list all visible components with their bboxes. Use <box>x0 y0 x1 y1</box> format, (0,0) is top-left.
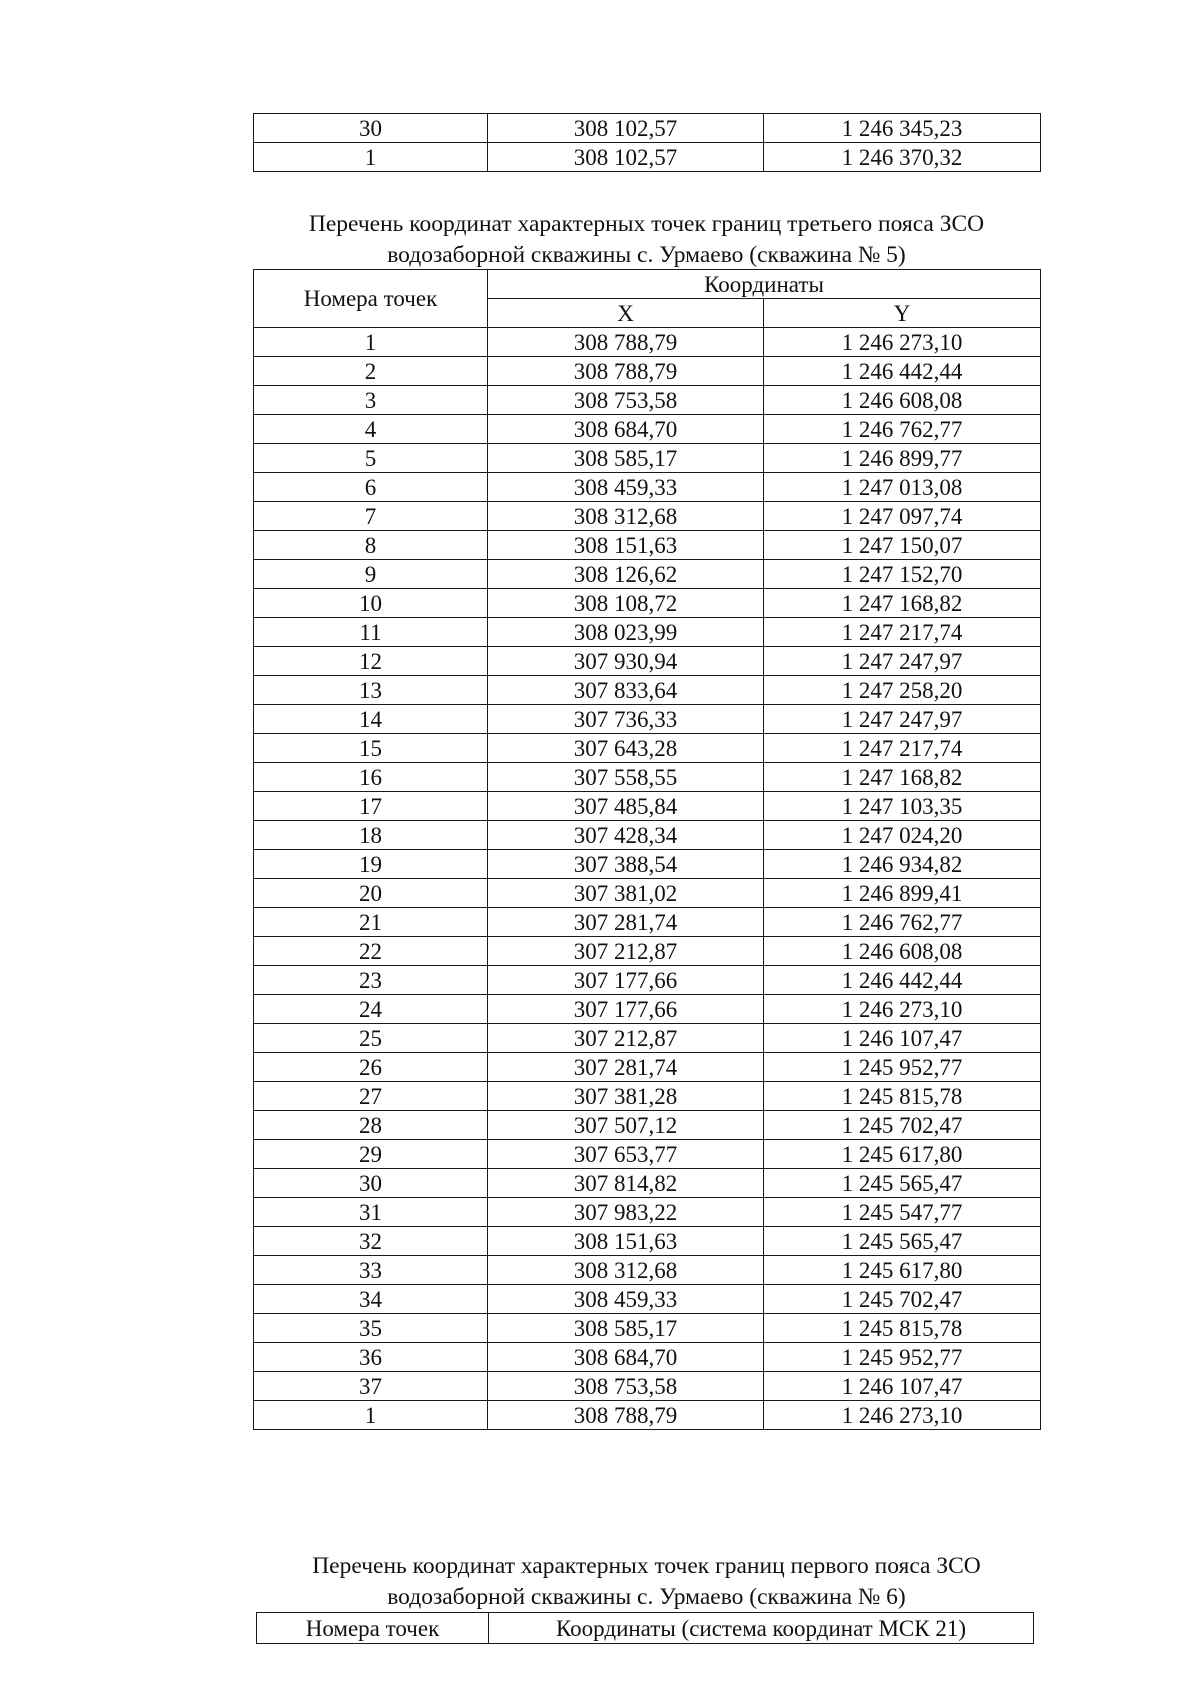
y-coordinate-cell: 1 246 345,23 <box>764 114 1041 143</box>
y-coordinate-cell: 1 247 247,97 <box>764 705 1041 734</box>
x-coordinate-cell: 308 585,17 <box>488 444 764 473</box>
x-coordinate-cell: 307 485,84 <box>488 792 764 821</box>
table-row <box>254 1227 1041 1256</box>
x-coordinate-cell: 307 177,66 <box>488 995 764 1024</box>
table-row <box>254 1169 1041 1198</box>
x-coordinate-cell: 307 653,77 <box>488 1140 764 1169</box>
table-row <box>254 1401 1041 1430</box>
table-row <box>254 1198 1041 1227</box>
first-belt-coordinates-table <box>256 1612 1034 1644</box>
table-row <box>254 444 1041 473</box>
point-number-cell: 19 <box>254 850 488 879</box>
y-coordinate-cell: 1 245 815,78 <box>764 1082 1041 1111</box>
x-coordinate-cell: 307 643,28 <box>488 734 764 763</box>
y-coordinate-cell: 1 245 565,47 <box>764 1227 1041 1256</box>
point-number-cell: 33 <box>254 1256 488 1285</box>
x-coordinate-cell: 308 788,79 <box>488 357 764 386</box>
first-belt-table-caption <box>253 1551 1040 1613</box>
y-coordinate-cell: 1 245 617,80 <box>764 1140 1041 1169</box>
table-row <box>254 879 1041 908</box>
y-coordinate-cell: 1 246 934,82 <box>764 850 1041 879</box>
third-belt-caption-line-1: Перечень координат характерных точек границ третьего пояса ЗСО <box>308 211 985 237</box>
header-y: Y <box>764 299 1041 328</box>
x-coordinate-cell: 308 108,72 <box>488 589 764 618</box>
header-point-numbers: Номера точек <box>257 1613 489 1644</box>
point-number-cell: 28 <box>254 1111 488 1140</box>
x-coordinate-cell: 307 212,87 <box>488 937 764 966</box>
y-coordinate-cell: 1 245 547,77 <box>764 1198 1041 1227</box>
table-row <box>254 1314 1041 1343</box>
point-number-cell: 2 <box>254 357 488 386</box>
header-coordinates-system: Координаты (система координат МСК 21) <box>489 1613 1034 1644</box>
x-coordinate-cell: 307 281,74 <box>488 1053 764 1082</box>
y-coordinate-cell: 1 246 608,08 <box>764 937 1041 966</box>
table-row <box>254 1024 1041 1053</box>
point-number-cell: 14 <box>254 705 488 734</box>
y-coordinate-cell: 1 247 152,70 <box>764 560 1041 589</box>
x-coordinate-cell: 308 753,58 <box>488 1372 764 1401</box>
point-number-cell: 31 <box>254 1198 488 1227</box>
x-coordinate-cell: 308 312,68 <box>488 1256 764 1285</box>
x-coordinate-cell: 307 558,55 <box>488 763 764 792</box>
point-number-cell: 4 <box>254 415 488 444</box>
point-number-cell: 26 <box>254 1053 488 1082</box>
third-belt-table-caption <box>253 209 1040 271</box>
point-number-cell: 29 <box>254 1140 488 1169</box>
x-coordinate-cell: 307 507,12 <box>488 1111 764 1140</box>
point-number-cell: 1 <box>254 328 488 357</box>
y-coordinate-cell: 1 245 617,80 <box>764 1256 1041 1285</box>
point-number-cell: 16 <box>254 763 488 792</box>
previous-coordinates-table-body <box>254 114 1041 172</box>
table-row <box>254 1285 1041 1314</box>
x-coordinate-cell: 307 930,94 <box>488 647 764 676</box>
table-row <box>254 647 1041 676</box>
point-number-cell: 6 <box>254 473 488 502</box>
y-coordinate-cell: 1 247 097,74 <box>764 502 1041 531</box>
third-belt-caption-line-2: водозаборной скважины с. Урмаево (скважина № 5) <box>387 242 906 268</box>
point-number-cell: 30 <box>254 1169 488 1198</box>
point-number-cell: 36 <box>254 1343 488 1372</box>
x-coordinate-cell: 308 151,63 <box>488 531 764 560</box>
previous-coordinates-table-tail <box>253 113 1041 172</box>
point-number-cell: 12 <box>254 647 488 676</box>
first-belt-caption-line-1: Перечень координат характерных точек границ первого пояса ЗСО <box>312 1553 981 1579</box>
x-coordinate-cell: 308 684,70 <box>488 415 764 444</box>
y-coordinate-cell: 1 247 258,20 <box>764 676 1041 705</box>
point-number-cell: 30 <box>254 114 488 143</box>
x-coordinate-cell: 307 177,66 <box>488 966 764 995</box>
table-row <box>254 966 1041 995</box>
table-row <box>254 995 1041 1024</box>
point-number-cell: 10 <box>254 589 488 618</box>
table-row <box>254 676 1041 705</box>
table-row <box>254 1053 1041 1082</box>
table-row <box>254 763 1041 792</box>
point-number-cell: 9 <box>254 560 488 589</box>
x-coordinate-cell: 308 788,79 <box>488 1401 764 1430</box>
y-coordinate-cell: 1 245 702,47 <box>764 1285 1041 1314</box>
table-row <box>254 1372 1041 1401</box>
table-row <box>254 1140 1041 1169</box>
point-number-cell: 35 <box>254 1314 488 1343</box>
y-coordinate-cell: 1 246 273,10 <box>764 995 1041 1024</box>
table-row <box>254 1111 1041 1140</box>
table-row <box>254 850 1041 879</box>
y-coordinate-cell: 1 247 217,74 <box>764 618 1041 647</box>
y-coordinate-cell: 1 247 103,35 <box>764 792 1041 821</box>
y-coordinate-cell: 1 245 702,47 <box>764 1111 1041 1140</box>
third-belt-coordinates-body <box>254 328 1041 1430</box>
table-row <box>254 937 1041 966</box>
y-coordinate-cell: 1 247 168,82 <box>764 589 1041 618</box>
header-point-numbers: Номера точек <box>254 270 488 328</box>
y-coordinate-cell: 1 246 608,08 <box>764 386 1041 415</box>
x-coordinate-cell: 307 381,02 <box>488 879 764 908</box>
table-row <box>254 143 1041 172</box>
point-number-cell: 15 <box>254 734 488 763</box>
point-number-cell: 17 <box>254 792 488 821</box>
table-row <box>254 908 1041 937</box>
point-number-cell: 1 <box>254 143 488 172</box>
y-coordinate-cell: 1 246 762,77 <box>764 415 1041 444</box>
y-coordinate-cell: 1 247 217,74 <box>764 734 1041 763</box>
point-number-cell: 5 <box>254 444 488 473</box>
x-coordinate-cell: 307 388,54 <box>488 850 764 879</box>
x-coordinate-cell: 308 151,63 <box>488 1227 764 1256</box>
y-coordinate-cell: 1 246 107,47 <box>764 1372 1041 1401</box>
table-row <box>254 357 1041 386</box>
point-number-cell: 8 <box>254 531 488 560</box>
table-row <box>254 531 1041 560</box>
table-row <box>254 618 1041 647</box>
x-coordinate-cell: 308 788,79 <box>488 328 764 357</box>
x-coordinate-cell: 308 102,57 <box>488 114 764 143</box>
point-number-cell: 13 <box>254 676 488 705</box>
point-number-cell: 37 <box>254 1372 488 1401</box>
table-row <box>254 589 1041 618</box>
y-coordinate-cell: 1 246 899,77 <box>764 444 1041 473</box>
x-coordinate-cell: 308 459,33 <box>488 1285 764 1314</box>
point-number-cell: 18 <box>254 821 488 850</box>
point-number-cell: 21 <box>254 908 488 937</box>
x-coordinate-cell: 308 126,62 <box>488 560 764 589</box>
table-row <box>254 473 1041 502</box>
y-coordinate-cell: 1 246 107,47 <box>764 1024 1041 1053</box>
header-coordinates: Координаты <box>488 270 1041 299</box>
table-row <box>254 1082 1041 1111</box>
x-coordinate-cell: 307 736,33 <box>488 705 764 734</box>
table-row <box>254 114 1041 143</box>
y-coordinate-cell: 1 247 168,82 <box>764 763 1041 792</box>
table-row <box>254 415 1041 444</box>
y-coordinate-cell: 1 246 442,44 <box>764 966 1041 995</box>
first-belt-caption-line-2: водозаборной скважины с. Урмаево (скважина № 6) <box>387 1584 906 1610</box>
x-coordinate-cell: 307 814,82 <box>488 1169 764 1198</box>
y-coordinate-cell: 1 247 013,08 <box>764 473 1041 502</box>
table-row <box>254 386 1041 415</box>
point-number-cell: 22 <box>254 937 488 966</box>
header-x: X <box>488 299 764 328</box>
x-coordinate-cell: 308 102,57 <box>488 143 764 172</box>
x-coordinate-cell: 308 753,58 <box>488 386 764 415</box>
y-coordinate-cell: 1 247 150,07 <box>764 531 1041 560</box>
x-coordinate-cell: 307 833,64 <box>488 676 764 705</box>
x-coordinate-cell: 307 428,34 <box>488 821 764 850</box>
point-number-cell: 23 <box>254 966 488 995</box>
y-coordinate-cell: 1 245 815,78 <box>764 1314 1041 1343</box>
table-row <box>254 705 1041 734</box>
y-coordinate-cell: 1 246 370,32 <box>764 143 1041 172</box>
y-coordinate-cell: 1 245 565,47 <box>764 1169 1041 1198</box>
point-number-cell: 34 <box>254 1285 488 1314</box>
x-coordinate-cell: 307 983,22 <box>488 1198 764 1227</box>
x-coordinate-cell: 307 212,87 <box>488 1024 764 1053</box>
point-number-cell: 7 <box>254 502 488 531</box>
table-row <box>254 502 1041 531</box>
y-coordinate-cell: 1 246 899,41 <box>764 879 1041 908</box>
table-header-row <box>257 1613 1034 1644</box>
point-number-cell: 1 <box>254 1401 488 1430</box>
table-header-row <box>254 270 1041 299</box>
point-number-cell: 3 <box>254 386 488 415</box>
y-coordinate-cell: 1 247 247,97 <box>764 647 1041 676</box>
y-coordinate-cell: 1 245 952,77 <box>764 1053 1041 1082</box>
x-coordinate-cell: 307 381,28 <box>488 1082 764 1111</box>
y-coordinate-cell: 1 247 024,20 <box>764 821 1041 850</box>
point-number-cell: 24 <box>254 995 488 1024</box>
x-coordinate-cell: 308 684,70 <box>488 1343 764 1372</box>
x-coordinate-cell: 308 585,17 <box>488 1314 764 1343</box>
third-belt-coordinates-table <box>253 269 1041 1430</box>
table-row <box>254 560 1041 589</box>
y-coordinate-cell: 1 246 762,77 <box>764 908 1041 937</box>
table-row <box>254 734 1041 763</box>
x-coordinate-cell: 307 281,74 <box>488 908 764 937</box>
x-coordinate-cell: 308 023,99 <box>488 618 764 647</box>
point-number-cell: 11 <box>254 618 488 647</box>
y-coordinate-cell: 1 245 952,77 <box>764 1343 1041 1372</box>
y-coordinate-cell: 1 246 273,10 <box>764 328 1041 357</box>
x-coordinate-cell: 308 459,33 <box>488 473 764 502</box>
y-coordinate-cell: 1 246 273,10 <box>764 1401 1041 1430</box>
table-row <box>254 792 1041 821</box>
table-row <box>254 821 1041 850</box>
point-number-cell: 27 <box>254 1082 488 1111</box>
table-row <box>254 1343 1041 1372</box>
point-number-cell: 20 <box>254 879 488 908</box>
table-row <box>254 328 1041 357</box>
point-number-cell: 25 <box>254 1024 488 1053</box>
table-row <box>254 1256 1041 1285</box>
y-coordinate-cell: 1 246 442,44 <box>764 357 1041 386</box>
x-coordinate-cell: 308 312,68 <box>488 502 764 531</box>
point-number-cell: 32 <box>254 1227 488 1256</box>
